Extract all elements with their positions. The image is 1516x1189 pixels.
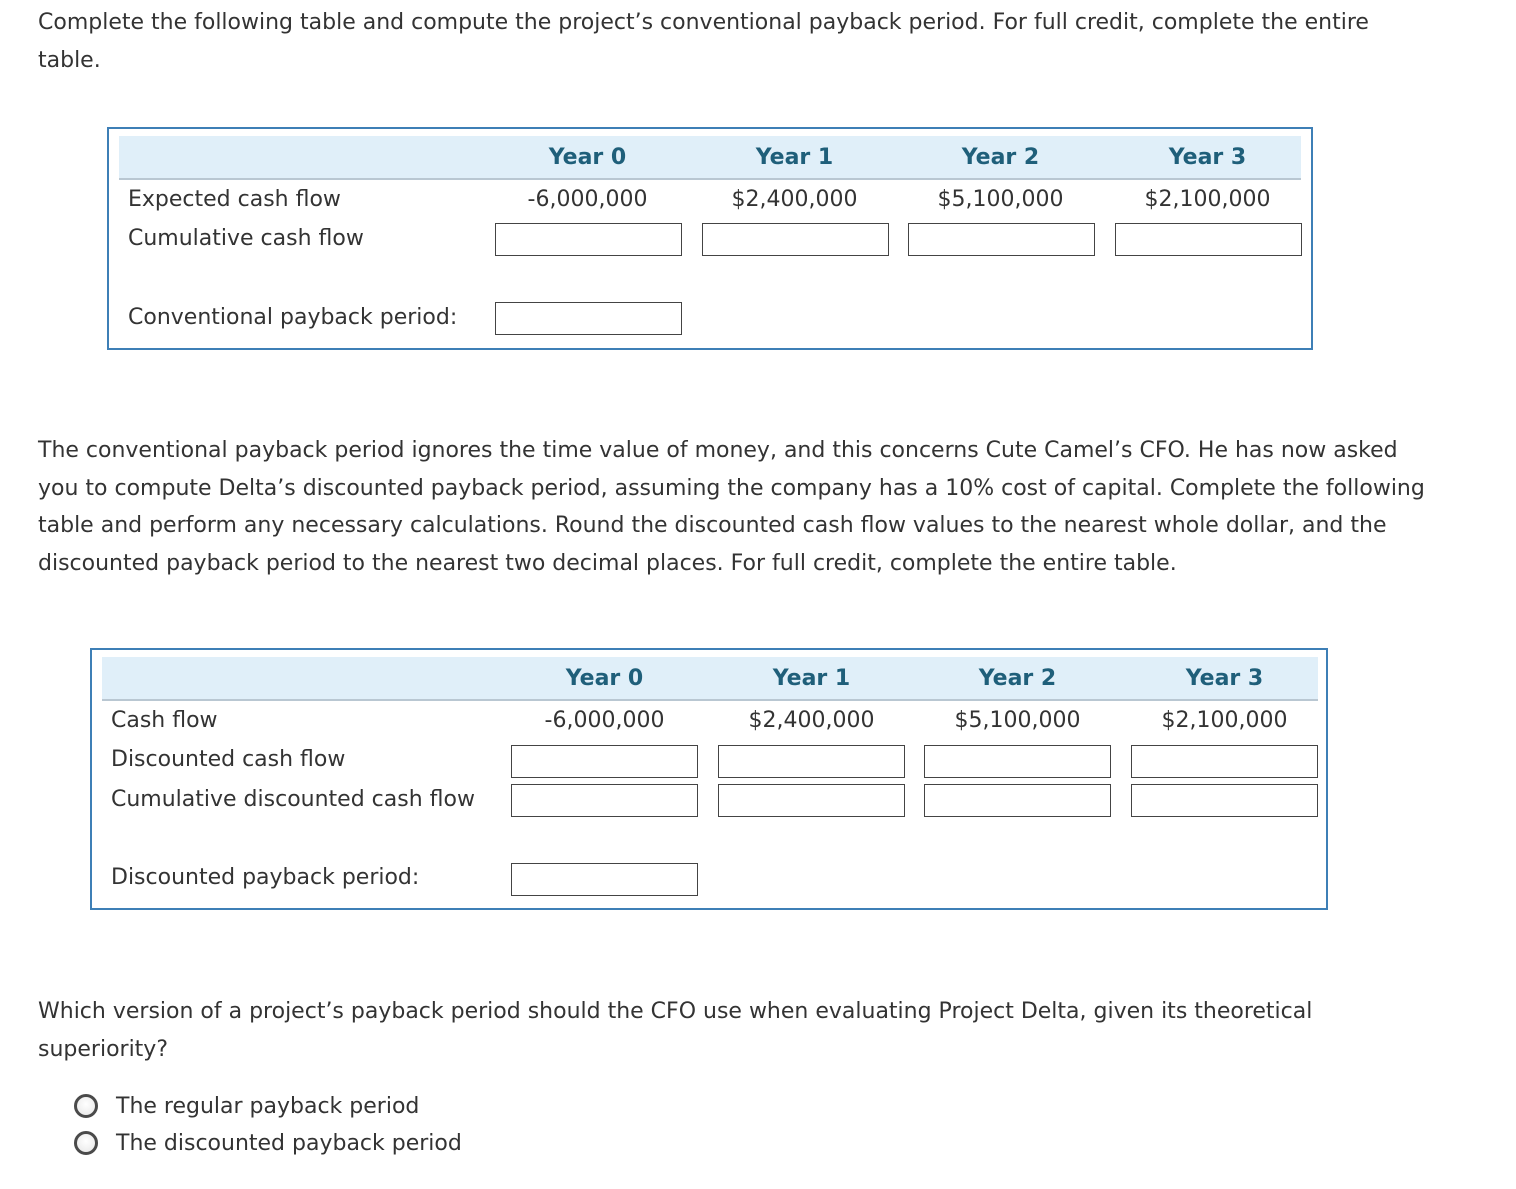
table2-header-row [102,657,1318,701]
cumulative-discounted-cash-flow-year3-input[interactable] [1131,784,1318,817]
cumulative-cash-flow-year0-input[interactable] [495,223,682,256]
cumulative-cash-flow-label: Cumulative cash flow [128,226,364,251]
discounted-cash-flow-label: Discounted cash flow [111,747,346,772]
discounted-cash-flow-year2-input[interactable] [924,745,1111,778]
expected-cash-flow-year1: $2,400,000 [731,187,858,212]
radio-regular-payback[interactable] [74,1094,98,1118]
table2-header-year1: Year 1 [772,666,851,691]
cumulative-cash-flow-year3-input[interactable] [1115,223,1302,256]
discounted-cash-flow-year1-input[interactable] [718,745,905,778]
cumulative-discounted-cash-flow-year2-input[interactable] [924,784,1111,817]
cumulative-discounted-cash-flow-year1-input[interactable] [718,784,905,817]
cumulative-cash-flow-year1-input[interactable] [702,223,889,256]
table2-header-year3: Year 3 [1185,666,1264,691]
option-discounted-payback-label: The discounted payback period [116,1130,462,1156]
option-regular-payback[interactable] [74,1091,419,1121]
discounted-payback-panel [90,648,1328,910]
cash-flow-year0: -6,000,000 [544,708,665,733]
discounted-cash-flow-year3-input[interactable] [1131,745,1318,778]
discounted-payback-input[interactable] [511,863,698,896]
radio-discounted-payback[interactable] [74,1131,98,1155]
expected-cash-flow-year3: $2,100,000 [1144,187,1271,212]
discounted-payback-label: Discounted payback period: [111,865,420,890]
expected-cash-flow-year2: $5,100,000 [937,187,1064,212]
discounted-instructions-text: The conventional payback period ignores the time value of money, and this concerns Cute Camel’s CFO. He has now asked you to compute Delta’s discounted payback period, assuming the company has a 10% cost of capital. Complete the following table and perform any necessary calculations. Round the discounted cash flow values to the nearest whole dollar, and the discounted payback period to the nearest two decimal places. For full credit, complete the entire table. [38,438,1425,576]
cash-flow-year1: $2,400,000 [748,708,875,733]
conventional-payback-panel [107,127,1313,350]
cash-flow-year3: $2,100,000 [1161,708,1288,733]
table1-header-year3: Year 3 [1168,145,1247,170]
discounted-cash-flow-year0-input[interactable] [511,745,698,778]
cash-flow-year2: $5,100,000 [954,708,1081,733]
intro-text: Complete the following table and compute the project’s conventional payback period. For full credit, complete the entire table. [38,10,1369,73]
conventional-payback-input[interactable] [495,302,682,335]
table2-header-year2: Year 2 [978,666,1057,691]
cumulative-cash-flow-year2-input[interactable] [908,223,1095,256]
table1-header-year0: Year 0 [548,145,627,170]
table2-header-year0: Year 0 [565,666,644,691]
expected-cash-flow-label: Expected cash flow [128,187,341,212]
expected-cash-flow-year0: -6,000,000 [527,187,648,212]
table1-header-year1: Year 1 [755,145,834,170]
cash-flow-label: Cash flow [111,708,218,733]
conventional-payback-label: Conventional payback period: [128,305,458,330]
cumulative-discounted-cash-flow-year0-input[interactable] [511,784,698,817]
table1-header-row [119,136,1301,180]
question-text: Which version of a project’s payback period should the CFO use when evaluating Project Delta, given its theoretical superiority? [38,999,1313,1062]
option-regular-payback-label: The regular payback period [116,1093,420,1119]
table1-header-year2: Year 2 [961,145,1040,170]
cumulative-discounted-cash-flow-label: Cumulative discounted cash flow [111,787,475,812]
option-discounted-payback[interactable] [74,1128,462,1158]
